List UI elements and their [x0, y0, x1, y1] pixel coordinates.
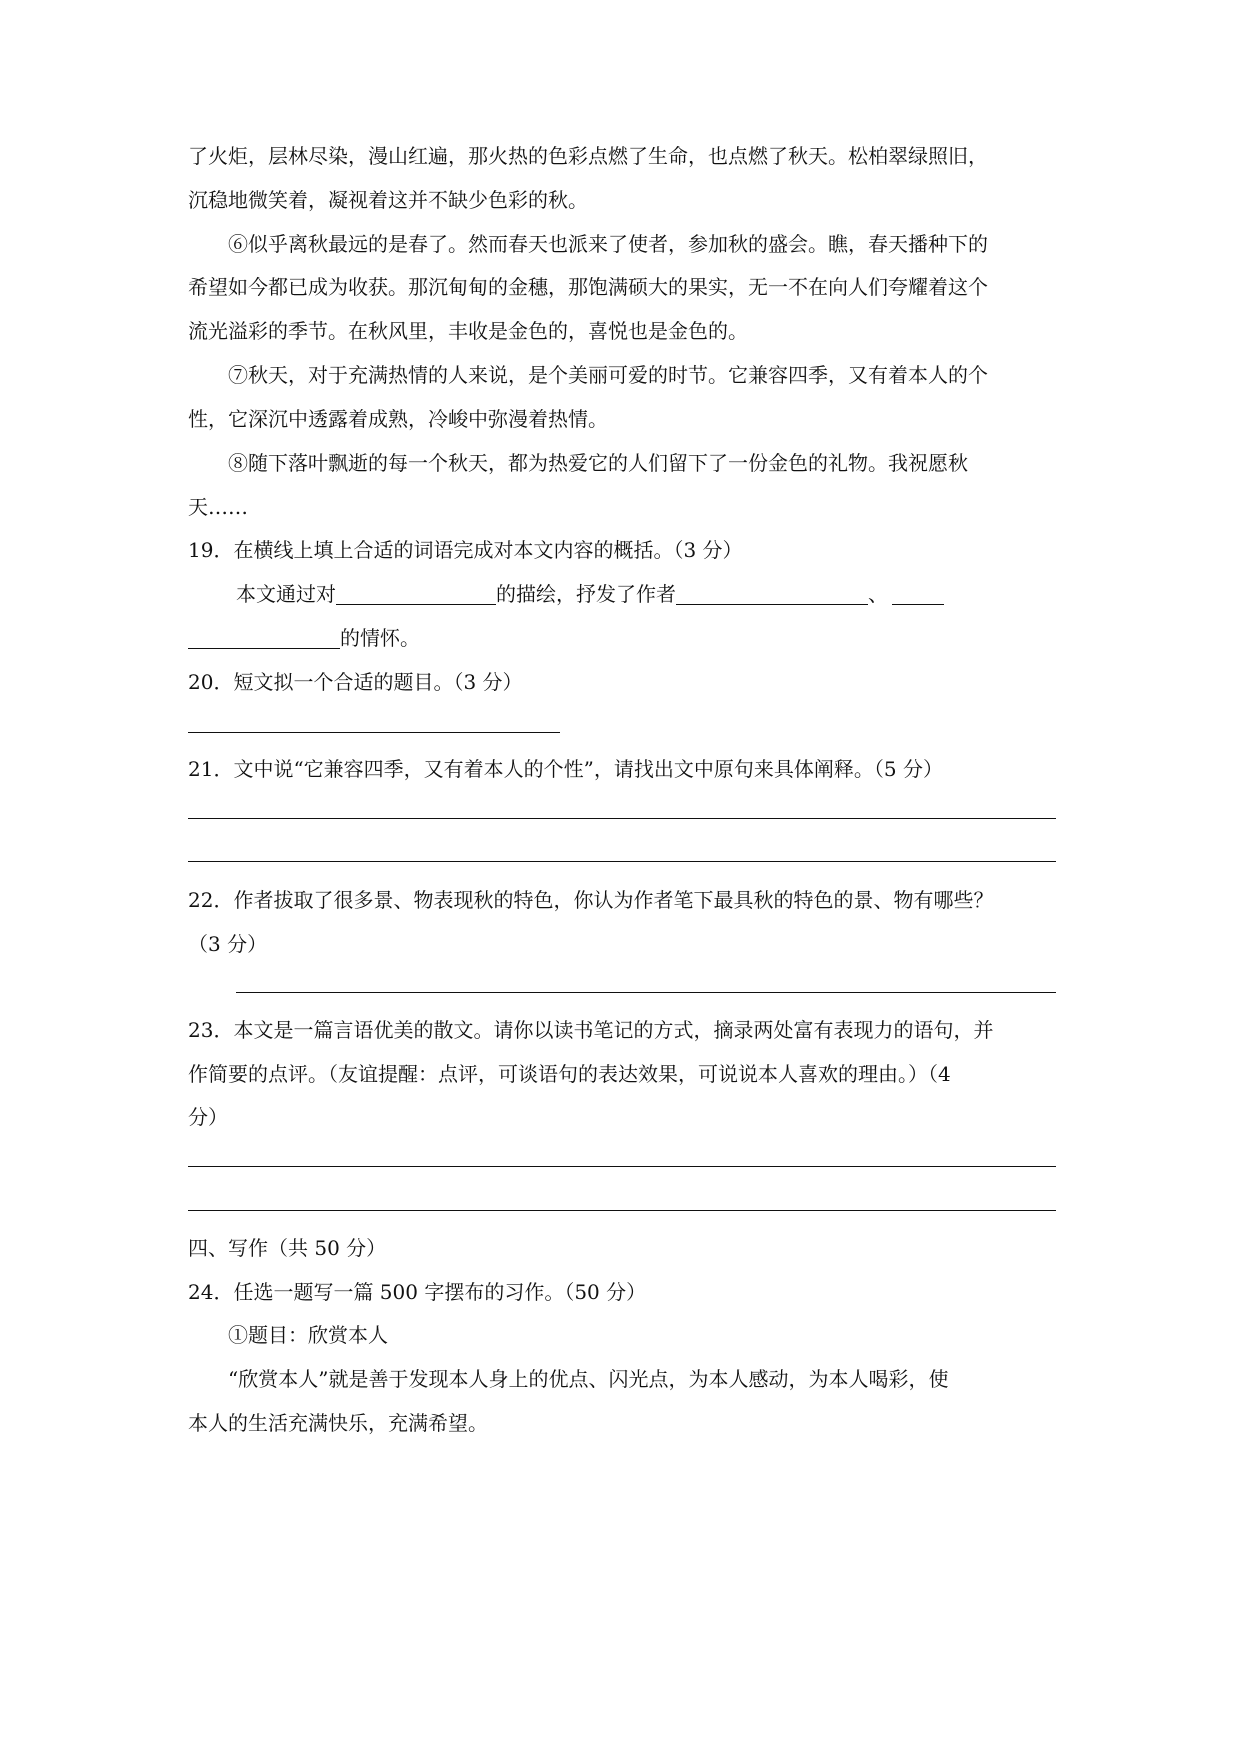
paragraph-line: 性，它深沉中透露着成熟，冷峻中弥漫着热情。 — [188, 407, 608, 431]
q20-answer-line[interactable] — [188, 732, 560, 733]
question-23-stem-cont: 作简要的点评。（友谊提醒：点评，可谈语句的表达效果，可说说本人喜欢的理由。）（4 — [188, 1062, 951, 1086]
question-19-stem: 19．在横线上填上合适的词语完成对本文内容的概括。（3 分） — [188, 538, 743, 562]
q19-blank-3-cont[interactable] — [188, 626, 340, 649]
q24-option-1-title: ①题目：欣赏本人 — [228, 1323, 388, 1347]
q19-blank-2[interactable] — [676, 582, 868, 605]
question-23-score: 分） — [188, 1105, 228, 1129]
paragraph-line: 了火炬，层林尽染，漫山红遍，那火热的色彩点燃了生命，也点燃了秋天。松柏翠绿照旧， — [188, 144, 988, 168]
question-20-stem: 20．短文拟一个合适的题目。（3 分） — [188, 670, 523, 694]
q19-text-part3: 、 — [868, 582, 888, 606]
q22-answer-line[interactable] — [236, 992, 1056, 993]
paragraph-line: 流光溢彩的季节。在秋风里，丰收是金色的，喜悦也是金色的。 — [188, 319, 748, 343]
question-23-stem: 23．本文是一篇言语优美的散文。请你以读书笔记的方式，摘录两处富有表现力的语句，并 — [188, 1018, 994, 1042]
q19-blank-1[interactable] — [336, 582, 496, 605]
q21-answer-line-2[interactable] — [188, 861, 1056, 862]
q21-answer-line-1[interactable] — [188, 818, 1056, 819]
q23-answer-line-1[interactable] — [188, 1166, 1056, 1167]
paragraph-line: 沉稳地微笑着，凝视着这并不缺少色彩的秋。 — [188, 188, 588, 212]
question-19-sentence — [236, 580, 944, 608]
question-22-stem: 22．作者拔取了很多景、物表现秋的特色，你认为作者笔下最具秋的特色的景、物有哪些？ — [188, 888, 994, 912]
q24-option-1-desc-cont: 本人的生活充满快乐，充满希望。 — [188, 1411, 488, 1435]
question-21-stem: 21．文中说“它兼容四季，又有着本人的个性”，请找出文中原句来具体阐释。（5 分） — [188, 757, 943, 781]
q23-answer-line-2[interactable] — [188, 1210, 1056, 1211]
q19-text-part2: 的描绘，抒发了作者 — [496, 582, 676, 606]
question-19-sentence-cont — [188, 624, 420, 652]
q19-text-part4: 的情怀。 — [340, 626, 420, 650]
q19-text-part1: 本文通过对 — [236, 582, 336, 606]
q19-blank-3[interactable] — [892, 582, 944, 605]
question-24-stem: 24．任选一题写一篇 500 字摆布的习作。（50 分） — [188, 1280, 647, 1304]
section-4-title: 四、写作（共 50 分） — [188, 1236, 387, 1260]
question-22-score: （3 分） — [188, 932, 268, 956]
paragraph-line: 希望如今都已成为收获。那沉甸甸的金穗，那饱满硕大的果实，无一不在向人们夸耀着这个 — [188, 275, 988, 299]
paragraph-line: 天…… — [188, 495, 248, 519]
paragraph-line: ⑦秋天，对于充满热情的人来说，是个美丽可爱的时节。它兼容四季，又有着本人的个 — [228, 363, 988, 387]
paragraph-line: ⑥似乎离秋最远的是春了。然而春天也派来了使者，参加秋的盛会。瞧，春天播种下的 — [228, 232, 988, 256]
paragraph-line: ⑧随下落叶飘逝的每一个秋天，都为热爱它的人们留下了一份金色的礼物。我祝愿秋 — [228, 451, 968, 475]
exam-page — [188, 0, 1056, 1755]
q24-option-1-desc: “欣赏本人”就是善于发现本人身上的优点、闪光点，为本人感动，为本人喝彩，使 — [228, 1367, 949, 1391]
